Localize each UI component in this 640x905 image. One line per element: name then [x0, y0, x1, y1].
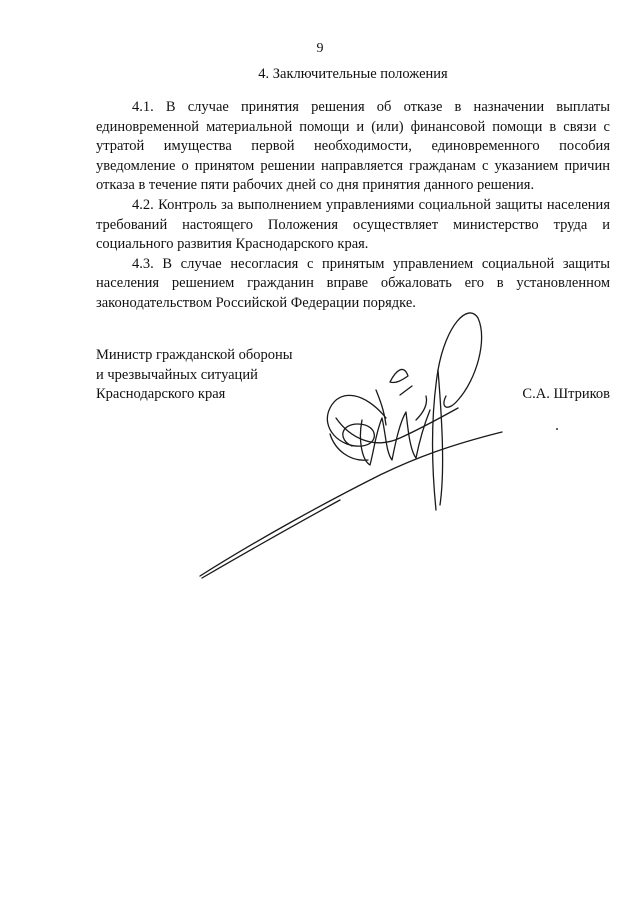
paragraph-4-3: 4.3. В случае несогласия с принятым управлением социальной защиты населения решением гражданин вправе обжаловать его в установленном законодательством Российской Федерации порядке. — [96, 255, 610, 311]
paragraph-4-1: 4.1. В случае принятия решения об отказе в назначении выплаты единовременной материальной помощи и (или) финансовой помощи в связи с утратой имущества первой необходимости, единовременного пособия уведомление о принятом решении направляется гражданам с указанием причин отказа в течение пяти рабочих дней со дня принятия данного решения. — [96, 99, 610, 194]
page-number: 9 — [316, 41, 324, 56]
position-line-3: Краснодарского края — [96, 386, 226, 403]
section-title: 4. Заключительные положения — [258, 66, 448, 82]
paragraph-4-2: 4.2. Контроль за выполнением управлениями социальной защиты населения требований настоящего Положения осуществляет министерство труда и социального развития Краснодарского края. — [96, 196, 610, 253]
scan-dot-mark — [556, 428, 558, 430]
signatory-name: С.А. Штриков — [522, 386, 610, 402]
body-text — [96, 98, 610, 314]
handwritten-signature — [190, 300, 520, 590]
position-line-1: Министр гражданской обороны — [96, 347, 293, 363]
position-line-2: и чрезвычайных ситуаций — [96, 366, 258, 383]
